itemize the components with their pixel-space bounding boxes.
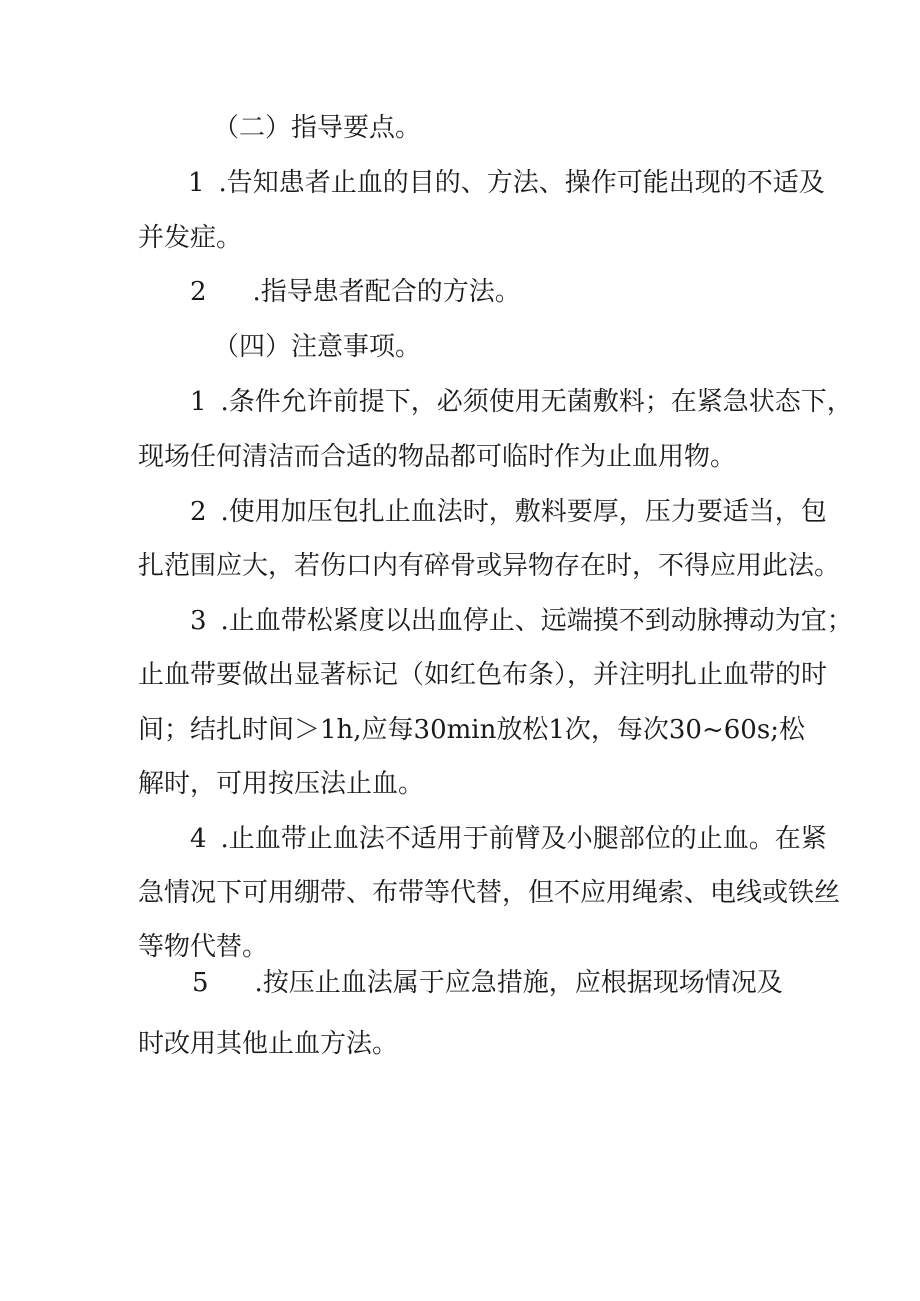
section-4-item-5-line-1 [192,967,783,999]
item-number: 1 [190,387,207,417]
item-text: .指导患者配合的方法。 [252,277,521,307]
section-2-item-1-line-2: 并发症。 [138,223,243,253]
item-text: .条件允许前提下，必须使用无菌敷料；在紧急状态下， [220,387,853,417]
section-4-item-2-line-1 [190,496,827,528]
section-2-item-1-line-1 [188,167,825,199]
item-text: .告知患者止血的目的、方法、操作可能出现的不适及 [218,168,825,198]
item-number: 2 [190,277,207,307]
item-number: 5 [192,968,209,998]
section-4-heading: （四）注意事项。 [213,332,422,362]
section-4-item-1-line-2: 现场任何清洁而合适的物品都可临时作为止血用物。 [138,442,737,472]
section-4-item-3-line-4: 解时，可用按压法止血。 [138,769,425,799]
section-4-item-3-line-3: 间；结扎时间＞1h,应每30min放松1次，每次30~60s;松 [138,715,805,745]
section-2-item-2 [190,276,521,308]
section-4-item-4-line-1 [190,823,827,855]
section-4-item-4-line-2: 急情况下可用绷带、布带等代替，但不应用绳索、电线或铁丝 [138,878,841,908]
section-4-item-1-line-1 [190,386,853,418]
item-text: .使用加压包扎止血法时，敷料要厚，压力要适当，包 [220,497,827,527]
section-4-item-3-line-1 [190,605,853,637]
section-4-item-3-line-2: 止血带要做出显著标记（如红色布条），并注明扎止血带的时 [138,660,828,690]
item-number: 4 [190,824,207,854]
item-number: 1 [188,168,205,198]
item-number: 3 [190,606,207,636]
section-2-heading: （二）指导要点。 [213,113,422,143]
section-4-item-2-line-2: 扎范围应大，若伤口内有碎骨或异物存在时，不得应用此法。 [138,551,841,581]
item-number: 2 [190,497,207,527]
item-text: .止血带松紧度以出血停止、远端摸不到动脉搏动为宜； [220,606,853,636]
section-4-item-5-line-2: 时改用其他止血方法。 [138,1029,399,1059]
section-4-item-4-line-3: 等物代替。 [138,932,269,962]
item-text: .按压止血法属于应急措施，应根据现场情况及 [254,968,783,998]
item-text: .止血带止血法不适用于前臂及小腿部位的止血。在紧 [220,824,827,854]
